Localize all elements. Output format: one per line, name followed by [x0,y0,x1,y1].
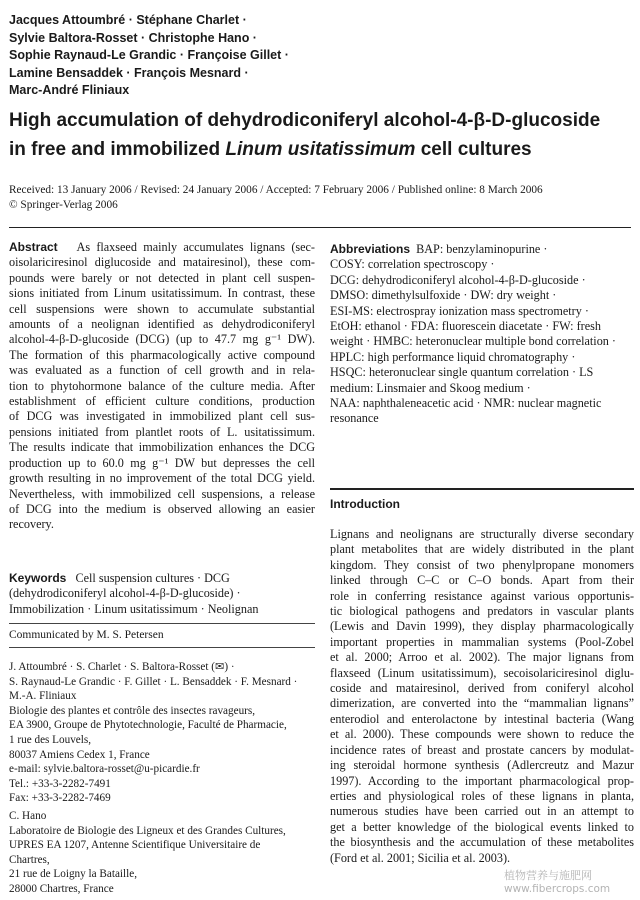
phone-line: Tel.: +33-3-2282-7491 [9,777,111,790]
abbreviations-line [330,242,634,257]
title-line-2-post: cell cultures [415,139,532,160]
communicated-by: Communicated by M. S. Petersen [9,629,164,641]
abbreviations-line: weight · HMBC: heteronuclear multiple bond correlation · [330,334,616,349]
fax-line: Fax: +33-3-2282-7469 [9,792,111,805]
copyright-line: © Springer-Verlag 2006 [9,199,118,211]
abstract-line: amounts of a neolignan identified as dehydrodiconiferyl [9,317,315,332]
keywords-section [9,571,315,617]
abstract-line: production up to 60.0 mg g⁻¹ DW but depresses the cell [9,455,315,470]
abstract-line: Nevertheless, with immobilized cell suspensions, a release [9,486,315,501]
abbreviations-line: resonance [330,411,379,426]
abstract-line [9,240,315,255]
abstract-line: tion to phytohormone balance of the culture media. After [9,378,315,393]
publication-dates [9,183,634,213]
abstract-line: alcohol-4-β-D-glucoside (DCG) (up to 47.7 mg g⁻¹ DW). [9,332,315,347]
abbreviations-label: Abbreviations [330,242,411,256]
paper-title [9,106,629,164]
intro-line: dimerization, are converted into the “mammalian lignans” [330,696,634,711]
introduction-section [330,527,634,866]
abstract-line: pensions initiated from plantlet roots of L. usitatissimum. [9,424,315,439]
intro-line: kingdom. They consist of two phenylpropane monomers [330,557,634,572]
abstract-line: oisolariciresinol diglucoside and matairesinol), these com- [9,255,315,270]
author-list [9,12,439,100]
affiliation-line: 21 rue de Loigny la Bataille, [9,868,137,881]
watermark-url: www.fibercrops.com [504,883,611,895]
intro-line: role in conferring resistance against various opportunis- [330,588,634,603]
affiliation-line: M.-A. Fliniaux [9,690,77,703]
author-line: Sophie Raynaud-Le Grandic · Françoise Gillet · [9,48,289,62]
abstract-line: of DCG was investigated in immobilized plant cell sus- [9,409,315,424]
keywords-label: Keywords [9,571,67,585]
watermark-text: 植物营养与施肥网 [504,869,592,882]
abstract-line: The results indicate that immobilization enhances the DCG [9,440,315,455]
received-line: Received: 13 January 2006 / Revised: 24 January 2006 / Accepted: 7 February 2006 / Published online: 8 March 2006 [9,184,543,196]
title-line-2-pre: in free and immobilized [9,139,226,160]
title-species: Linum usitatissimum [225,139,416,160]
affiliation-line: 1 rue des Louvels, [9,733,92,746]
intro-line: et al. 2000). These compounds were shown to reduce the [330,727,634,742]
author-line: Jacques Attoumbré · Stéphane Charlet · [9,13,247,27]
intro-line: erties and physiological roles of these lignans in planta, [330,788,634,803]
intro-line: important properties in mammalian systems (Pool-Zobel [330,634,634,649]
abbreviations-line: DMSO: dimethylsulfoxide · DW: dry weight · [330,288,557,303]
intro-line: 1997). According to the important pharmacological prop- [330,773,634,788]
intro-line: ing steroidal hormone synthesis (Adlercreutz and Mazur [330,758,634,773]
abstract-line: was evaluated as a function of cell growth and in rela- [9,363,315,378]
abstract-line: of DCG into the medium is observed allowing an easier [9,501,315,516]
affiliation-line: Biologie des plantes et contrôle des insectes ravageurs, [9,704,256,717]
affiliation-line: 80037 Amiens Cedex 1, France [9,748,150,761]
intro-line: plant metabolites that are widely distributed in the plant [330,542,634,557]
abstract-line: The formation of this pharmacologically active compound [9,347,315,362]
affiliation-block-2 [9,809,315,897]
abstract-label: Abstract [9,240,58,254]
intro-line: the biosynthesis and the accumulation of these metabolites [330,835,634,850]
introduction-heading: Introduction [330,497,400,511]
abstract-line: cell suspensions were shown to accumulate substantial [9,301,315,316]
intro-line: et al. 2000; Arroo et al. 2002). The major lignans from [330,650,634,665]
abstract-line: sions initiated from Linum usitatissimum. In contrast, these [9,286,315,301]
intro-line: Lignans and neolignans are structurally diverse secondary [330,527,634,541]
site-watermark [504,867,610,895]
abbreviations-line: EtOH: ethanol · FDA: fluorescein diacetate · FW: fresh [330,319,601,334]
abstract-section [9,240,315,533]
abbreviations-line: NAA: naphthaleneacetic acid · NMR: nuclear magnetic [330,396,602,411]
affiliation-line: S. Raynaud-Le Grandic · F. Gillet · L. Bensaddek · F. Mesnard · [9,675,298,688]
keywords-text: Cell suspension cultures · DCG [75,571,230,585]
affiliation-line: UPRES EA 1207, Antenne Scientifique Universitaire de [9,839,261,852]
intro-line: numerous studies have been carried out in an attempt to [330,804,634,819]
abstract-line: establishment of efficient culture conditions, production [9,394,315,409]
author-line: Lamine Bensaddek · François Mesnard · [9,65,249,80]
intro-line: incidence rates of breast and prostate cancers by modulat- [330,742,634,757]
footnote-divider [9,647,315,648]
abbreviations-section [330,242,634,427]
abbreviations-line: COSY: correlation spectroscopy · [330,257,495,272]
abbreviations-line: DCG: dehydrodiconiferyl alcohol-4-β-D-glucoside · [330,272,586,287]
abstract-line: growth resulting in no improvement of the total DCG yield. [9,471,315,486]
affiliation-line: 28000 Chartres, France [9,882,114,895]
affiliation-line: Chartres, [9,853,50,866]
intro-line: coside and matairesinol, derived from coniferyl alcohol [330,681,634,696]
intro-line: flaxseed (Linum usitatissimum), secoisolariciresinol diglu- [330,665,634,680]
intro-line: tic biological pathogens and predators in vascular plants [330,604,634,619]
abstract-text: As flaxseed mainly accumulates lignans (sec- [76,240,315,254]
abbreviations-line: ESI-MS: electrospray ionization mass spectrometry · [330,303,589,318]
keywords-line [9,571,315,586]
intro-line: (Ford et al. 2001; Sicilia et al. 2003). [330,850,511,865]
affiliation-line: J. Attoumbré · S. Charlet · S. Baltora-Rosset (✉) · [9,661,235,673]
affiliation-block [9,660,315,806]
keywords-line: Immobilization · Linum usitatissimum · Neolignan [9,601,259,616]
abbreviations-line: HPLC: high performance liquid chromatography · [330,349,576,364]
intro-line: get a better knowledge of the biological events linked to [330,819,634,834]
footnote-divider [9,623,315,624]
abstract-line: recovery. [9,517,54,532]
email-line: e-mail: sylvie.baltora-rosset@u-picardie.fr [9,763,200,776]
abbreviations-text: BAP: benzylaminopurine · [416,242,548,256]
affiliation-line: Laboratoire de Biologie des Ligneux et des Grandes Cultures, [9,824,286,837]
author-line: Sylvie Baltora-Rosset · Christophe Hano · [9,30,257,45]
keywords-line: (dehydrodiconiferyl alcohol-4-β-D-glucoside) · [9,586,241,601]
intro-line: linked through C–C or C–O bonds. Apart from their [330,573,634,588]
affiliation-line: C. Hano [9,810,47,822]
affiliation-line: EA 3900, Groupe de Phytotechnologie, Faculté de Pharmacie, [9,719,287,732]
abstract-line: pounds were barely or not detected in plant cell suspen- [9,270,315,285]
title-line-1: High accumulation of dehydrodiconiferyl alcohol-4-β-D-glucoside [9,110,601,131]
abbreviations-line: HSQC: heteronuclear single quantum correlation · LS [330,365,594,380]
title-line-2 [9,135,629,164]
section-divider [330,488,634,490]
abbreviations-line: medium: Linsmaier and Skoog medium · [330,380,531,395]
author-line: Marc-André Fliniaux [9,83,130,97]
header-divider [9,227,631,228]
intro-line: (Lewis and Davin 1999), they display pharmacologically [330,619,634,634]
intro-line: enterodiol and enterolactone by intestinal bacteria (Wang [330,711,634,726]
